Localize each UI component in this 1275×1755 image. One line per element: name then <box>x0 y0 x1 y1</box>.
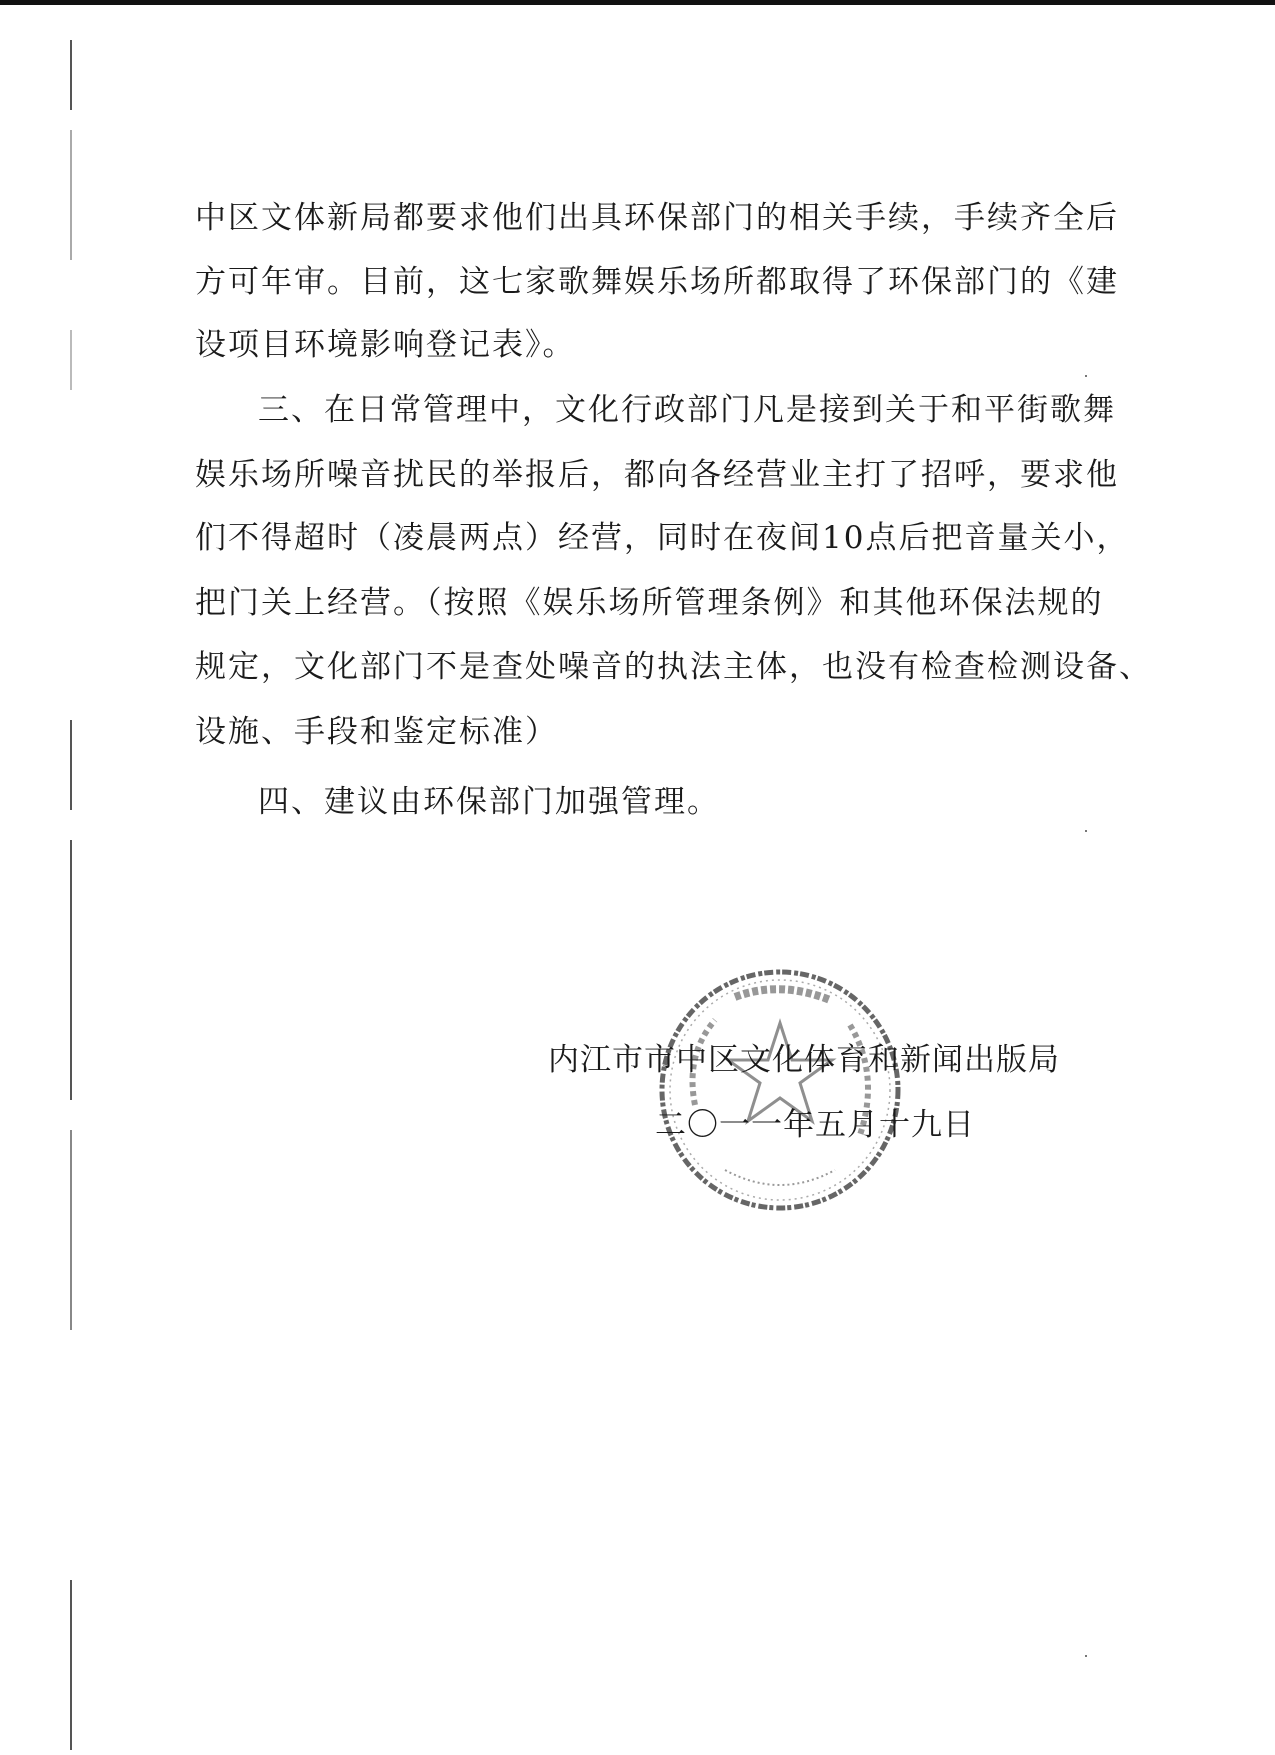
body-line: 设施、手段和鉴定标准） <box>195 714 558 750</box>
body-line: 方可年审。目前，这七家歌舞娱乐场所都取得了环保部门的《建 <box>195 264 1119 300</box>
paragraph-four: 四、建议由环保部门加强管理。 <box>258 784 720 820</box>
official-seal-stamp <box>655 965 905 1215</box>
body-line: 中区文体新局都要求他们出具环保部门的相关手续，手续齐全后 <box>195 200 1119 236</box>
signing-date: 二〇一一年五月十九日 <box>655 1107 975 1143</box>
paragraph-three-start: 三、在日常管理中，文化行政部门凡是接到关于和平街歌舞 <box>258 392 1116 428</box>
signing-organization: 内江市市中区文化体育和新闻出版局 <box>548 1042 1060 1078</box>
body-line: 们不得超时（凌晨两点）经营，同时在夜间10点后把音量关小， <box>195 520 1130 556</box>
body-line: 设项目环境影响登记表》。 <box>195 327 576 363</box>
body-line: 规定，文化部门不是查处噪音的执法主体，也没有检查检测设备、 <box>195 649 1152 685</box>
body-line: 把门关上经营。（按照《娱乐场所管理条例》和其他环保法规的 <box>195 585 1104 621</box>
body-line: 娱乐场所噪音扰民的举报后，都向各经营业主打了招呼，要求他 <box>195 457 1119 493</box>
